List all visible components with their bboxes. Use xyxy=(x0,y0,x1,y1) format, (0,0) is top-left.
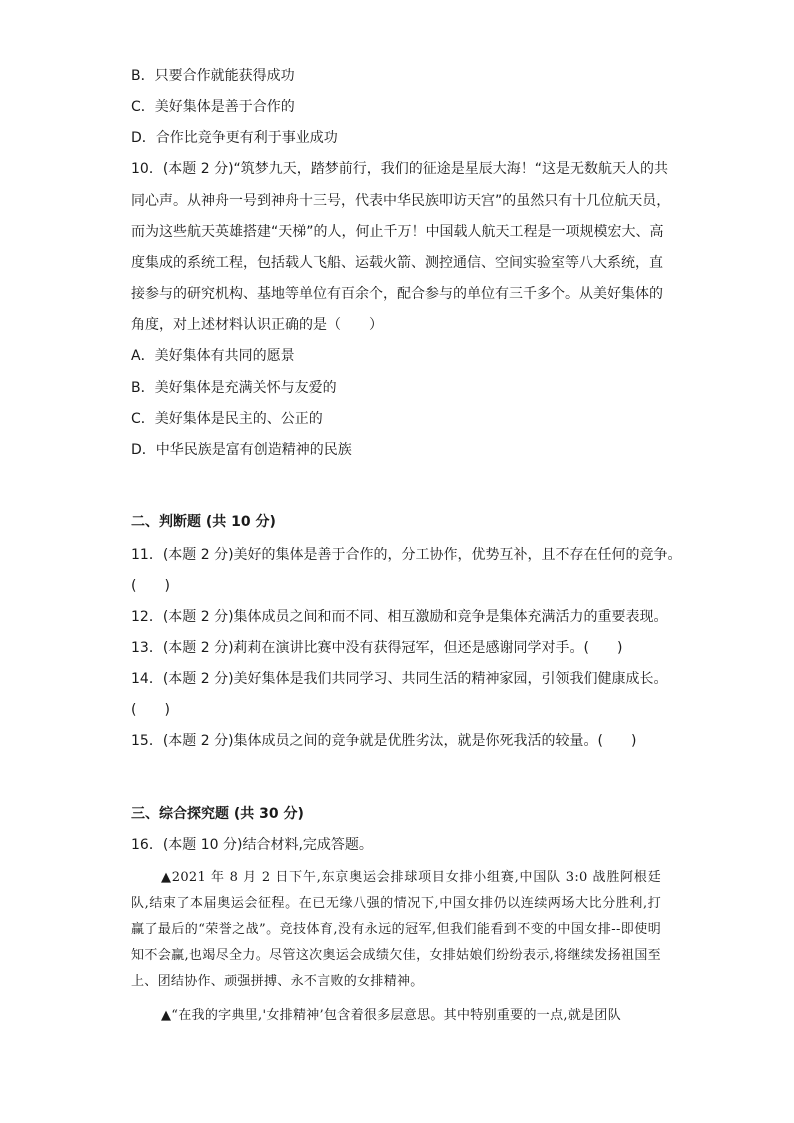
q10-option-a: A．美好集体有共同的愿景 xyxy=(131,348,295,364)
q10-stem-line: 同心声。从神舟一号到神舟十三号，代表中华民族叩访天宫”的虽然只有十几位航天员， xyxy=(131,193,671,209)
q16-stem: 16．(本题 10 分)结合材料,完成答题。 xyxy=(131,837,373,853)
q14-answer-blank: ( ) xyxy=(131,702,170,718)
q14-line: 14．(本题 2 分)美好集体是我们共同学习、共同生活的精神家园，引领我们健康成长。 xyxy=(131,671,668,687)
section-title-inquiry: 三、综合探究题 (共 30 分) xyxy=(131,806,304,822)
q10-stem-line: 度集成的系统工程，包括载人飞船、运载火箭、测控通信、空间实验室等八大系统，直 xyxy=(131,255,663,271)
q15-line: 15．(本题 2 分)集体成员之间的竞争就是优胜劣汰，就是你死我活的较量。( ) xyxy=(131,733,637,749)
q9-option-d: D．合作比竞争更有利于事业成功 xyxy=(131,130,338,146)
q11-line: 11．(本题 2 分)美好的集体是善于合作的，分工协作，优势互补，且不存在任何的竞争。 xyxy=(131,547,682,563)
material-paragraph-2: ▲“在我的字典里,'女排精神’包含着很多层意思。其中特别重要的一点,就是团队 xyxy=(161,1008,622,1023)
section-title-judgment: 二、判断题 (共 10 分) xyxy=(131,514,276,530)
q9-option-c: C．美好集体是善于合作的 xyxy=(131,99,295,115)
q10-option-c: C．美好集体是民主的、公正的 xyxy=(131,411,323,427)
q10-stem-line: 而为这些航天英雄搭建“天梯”的人，何止千万！中国载人航天工程是一项规模宏大、高 xyxy=(131,224,664,240)
q10-stem-line: 角度，对上述材料认识正确的是（ ） xyxy=(131,317,383,333)
q10-stem-line: 接参与的研究机构、基地等单位有百余个，配合参与的单位有三千多个。从美好集体的 xyxy=(131,286,663,302)
q9-option-b: B．只要合作就能获得成功 xyxy=(131,68,295,84)
q11-answer-blank: ( ) xyxy=(131,578,170,594)
q13-line: 13．(本题 2 分)莉莉在演讲比赛中没有获得冠军，但还是感谢同学对手。( ) xyxy=(131,640,623,656)
q16-material xyxy=(131,865,661,1029)
q10-option-b: B．美好集体是充满关怀与友爱的 xyxy=(131,380,337,396)
q12-line: 12．(本题 2 分)集体成员之间和而不同、相互激励和竞争是集体充满活力的重要表现。 xyxy=(131,609,668,625)
q10-option-d: D．中华民族是富有创造精神的民族 xyxy=(131,442,352,458)
q10-stem-line: 10．(本题 2 分)“筑梦九天，踏梦前行，我们的征途是星辰大海！“这是无数航天人的共 xyxy=(131,161,669,177)
material-paragraph-1: ▲2021 年 8 月 2 日下午,东京奥运会排球项目女排小组赛,中国队 3:0 战胜阿根廷队,结束了本届奥运会征程。在已无缘八强的情况下,中国女排仍以连续两场大比分胜利,打赢了最后的“荣誉之战”。竞技体育,没有永远的冠军,但我们能看到不变的中国女排--即使明知不会赢,也竭尽全力。尽管这次奥运会成绩欠佳，女排姑娘们纷纷表示,将继续发扬祖国至上、团结协作、顽强拼搏、永不言败的女排精神。 xyxy=(131,870,661,989)
